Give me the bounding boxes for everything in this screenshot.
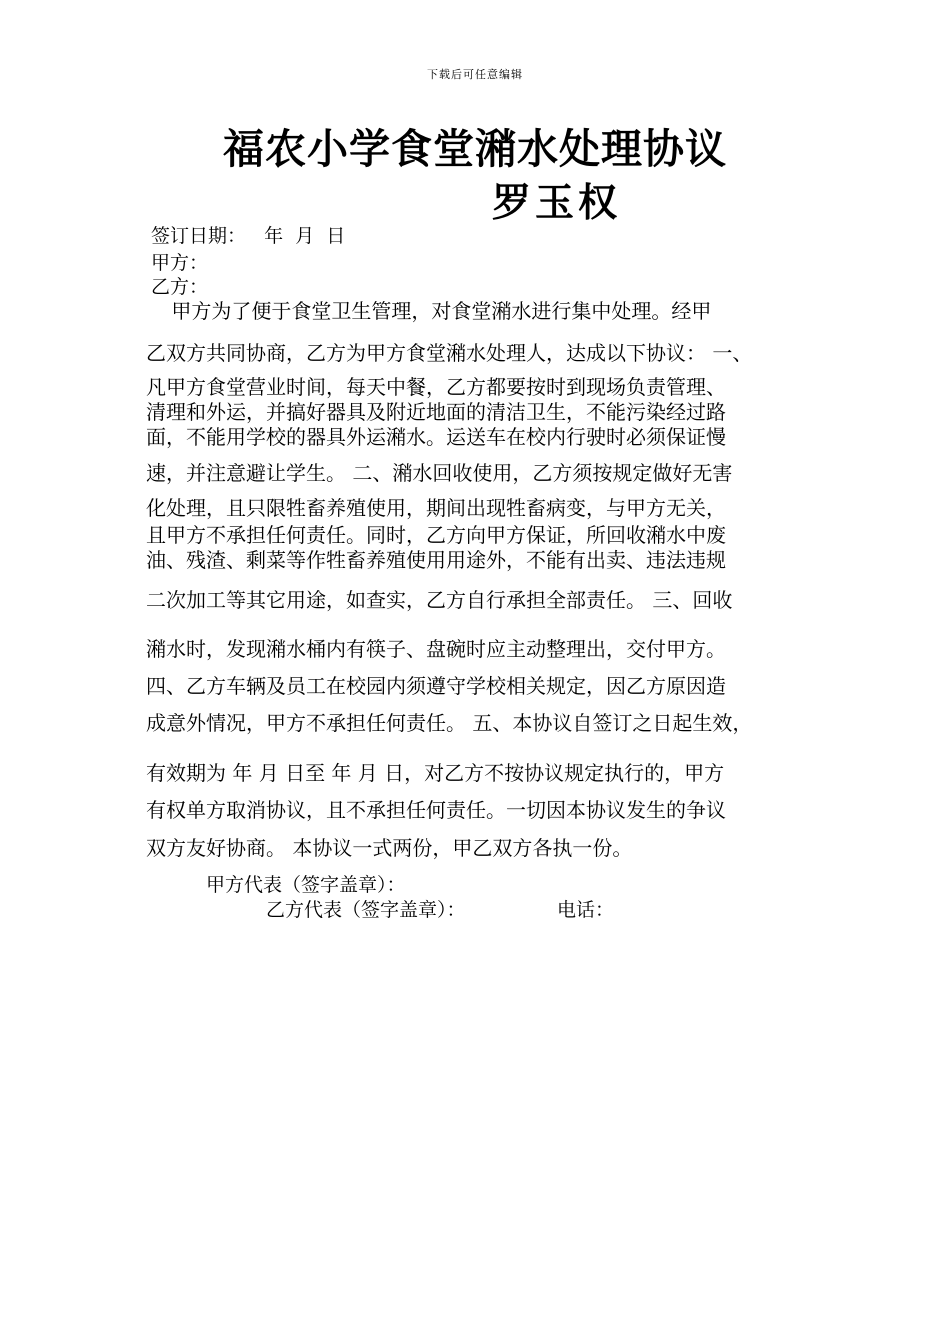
signing-date-line: 签订日期： 年 月 日 — [151, 225, 346, 247]
body-line: 面，不能用学校的器具外运潲水。运送车在校内行驶时必须保证慢 — [146, 425, 726, 449]
party-a-line: 甲方： — [151, 252, 209, 274]
body-line: 潲水时，发现潲水桶内有筷子、盘碗时应主动整理出，交付甲方。 — [146, 637, 726, 661]
header-note: 下载后可任意编辑 — [427, 68, 523, 81]
body-line: 且甲方不承担任何责任。同时，乙方向甲方保证，所回收潲水中废 — [146, 523, 726, 547]
body-line: 化处理，且只限牲畜养殖使用，期间出现牲畜病变，与甲方无关， — [146, 496, 726, 520]
body-line: 凡甲方食堂营业时间，每天中餐，乙方都要按时到现场负责管理、 — [146, 375, 726, 399]
body-line: 双方友好协商。 本协议一式两份，甲乙双方各执一份。 — [146, 836, 633, 860]
body-line: 有权单方取消协议，且不承担任何责任。一切因本协议发生的争议 — [146, 798, 726, 822]
body-line: 乙双方共同协商，乙方为甲方食堂潲水处理人，达成以下协议： 一、 — [146, 341, 753, 365]
body-line: 四、乙方车辆及员工在校园内须遵守学校相关规定，因乙方原因造 — [146, 674, 726, 698]
author-name: 罗玉权 — [492, 180, 622, 226]
body-line: 速，并注意避让学生。 二、潲水回收使用，乙方须按规定做好无害 — [146, 461, 733, 485]
body-line: 油、残渣、剩菜等作牲畜养殖使用用途外，不能有出卖、违法违规 — [146, 548, 726, 572]
phone-label: 电话： — [557, 899, 615, 921]
body-line: 二次加工等其它用途，如查实，乙方自行承担全部责任。 三、回收 — [146, 588, 733, 612]
body-line: 成意外情况，甲方不承担任何责任。 五、本协议自签订之日起生效， — [146, 711, 753, 735]
body-line: 甲方为了便于食堂卫生管理，对食堂潲水进行集中处理。经甲 — [146, 299, 712, 323]
party-a-representative: 甲方代表（签字盖章）： — [206, 874, 406, 896]
body-line: 有效期为 年 月 日至 年 月 日，对乙方不按协议规定执行的，甲方 — [146, 761, 725, 785]
party-b-representative: 乙方代表（签字盖章）： — [266, 899, 466, 921]
party-b-line: 乙方： — [151, 276, 209, 298]
body-line: 清理和外运，并搞好器具及附近地面的清洁卫生，不能污染经过路 — [146, 400, 726, 424]
document-title: 福农小学食堂潲水处理协议 — [223, 125, 727, 173]
